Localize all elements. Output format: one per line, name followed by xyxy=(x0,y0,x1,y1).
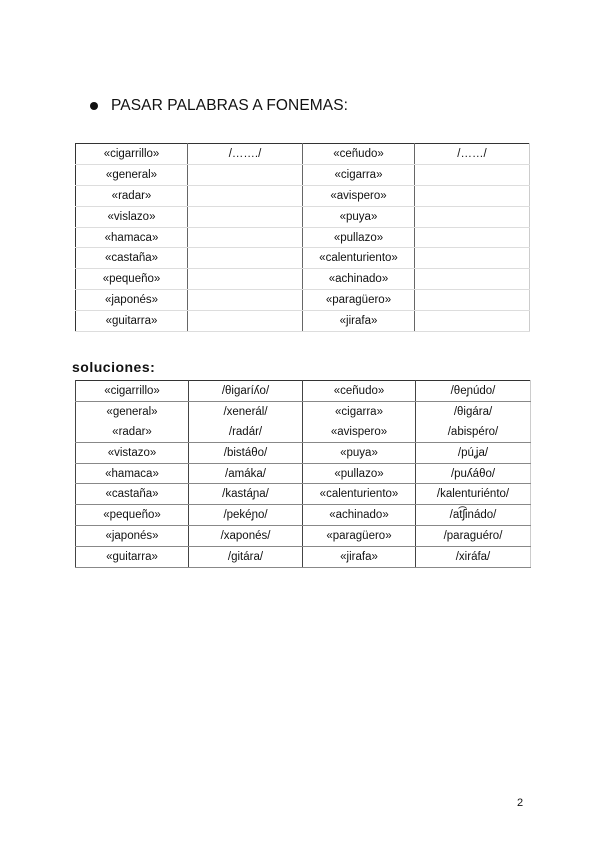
table-row xyxy=(76,547,531,568)
table-row xyxy=(76,463,531,484)
word-cell: «calenturiento» xyxy=(303,248,415,269)
phoneme-cell xyxy=(188,185,303,206)
phoneme-cell: /kalenturiénto/ xyxy=(416,484,531,505)
solutions-table xyxy=(75,380,531,568)
phoneme-cell: /pekéɲo/ xyxy=(189,505,303,526)
word-cell: «castaña» xyxy=(76,248,188,269)
table-row xyxy=(76,206,530,227)
table-row xyxy=(76,311,530,332)
phoneme-cell xyxy=(188,248,303,269)
phoneme-cell: /xenerál/ xyxy=(189,401,303,421)
phoneme-cell xyxy=(188,290,303,311)
phoneme-cell xyxy=(415,185,530,206)
phoneme-cell: /gitára/ xyxy=(189,547,303,568)
phoneme-cell: /púʝa/ xyxy=(416,442,531,463)
word-cell: «cigarrillo» xyxy=(76,381,189,402)
phoneme-cell xyxy=(188,164,303,185)
word-cell: «achinado» xyxy=(303,269,415,290)
phoneme-cell xyxy=(415,269,530,290)
phoneme-cell: /bistáθo/ xyxy=(189,442,303,463)
phoneme-cell: /θigára/ xyxy=(416,401,531,421)
table-row xyxy=(76,484,531,505)
word-cell: «paragüero» xyxy=(303,526,416,547)
word-cell: «pequeño» xyxy=(76,505,189,526)
word-cell: «radar» xyxy=(76,422,189,442)
phoneme-cell xyxy=(415,311,530,332)
phoneme-cell: /puʎáθo/ xyxy=(416,463,531,484)
table-row xyxy=(76,401,531,421)
word-cell: «general» xyxy=(76,164,188,185)
word-cell: «hamaca» xyxy=(76,463,189,484)
table-row xyxy=(76,185,530,206)
phoneme-cell xyxy=(415,164,530,185)
phoneme-cell xyxy=(188,269,303,290)
page-number: 2 xyxy=(517,797,524,809)
table-row xyxy=(76,290,530,311)
phoneme-cell: /……./ xyxy=(188,144,303,165)
word-cell: «vislazo» xyxy=(76,206,188,227)
phoneme-cell: /paraguéro/ xyxy=(416,526,531,547)
word-cell: «pullazo» xyxy=(303,463,416,484)
word-cell: «achinado» xyxy=(303,505,416,526)
word-cell: «vistazo» xyxy=(76,442,189,463)
table-row xyxy=(76,505,531,526)
word-cell: «paragüero» xyxy=(303,290,415,311)
word-cell: «japonés» xyxy=(76,290,188,311)
table-row xyxy=(76,422,531,442)
word-cell: «radar» xyxy=(76,185,188,206)
table-row xyxy=(76,442,531,463)
phoneme-cell: /xaponés/ xyxy=(189,526,303,547)
bullet-icon xyxy=(90,102,98,110)
phoneme-cell xyxy=(188,311,303,332)
phoneme-cell: /abispéro/ xyxy=(416,422,531,442)
phoneme-cell: /radár/ xyxy=(189,422,303,442)
exercise-table xyxy=(75,143,530,332)
phoneme-cell xyxy=(415,248,530,269)
solutions-title: soluciones: xyxy=(72,359,156,375)
phoneme-cell: /at͡ʃinádo/ xyxy=(416,505,531,526)
phoneme-cell: /xiráfa/ xyxy=(416,547,531,568)
word-cell: «japonés» xyxy=(76,526,189,547)
word-cell: «avispero» xyxy=(303,422,416,442)
table-row xyxy=(76,164,530,185)
word-cell: «guitarra» xyxy=(76,311,188,332)
phoneme-cell: /amáka/ xyxy=(189,463,303,484)
heading-text: PASAR PALABRAS A FONEMAS: xyxy=(111,97,349,114)
phoneme-cell: /kastáɲa/ xyxy=(189,484,303,505)
phoneme-cell xyxy=(415,206,530,227)
phoneme-cell xyxy=(415,227,530,248)
phoneme-cell xyxy=(188,206,303,227)
exercise-heading xyxy=(90,97,348,115)
phoneme-cell: /……/ xyxy=(415,144,530,165)
phoneme-cell xyxy=(188,227,303,248)
word-cell: «guitarra» xyxy=(76,547,189,568)
word-cell: «cigarrillo» xyxy=(76,144,188,165)
table-row xyxy=(76,269,530,290)
word-cell: «puya» xyxy=(303,442,416,463)
table-row xyxy=(76,381,531,402)
word-cell: «pequeño» xyxy=(76,269,188,290)
word-cell: «avispero» xyxy=(303,185,415,206)
word-cell: «calenturiento» xyxy=(303,484,416,505)
table-row xyxy=(76,227,530,248)
word-cell: «general» xyxy=(76,401,189,421)
phoneme-cell xyxy=(415,290,530,311)
phoneme-cell: /θeɲúdo/ xyxy=(416,381,531,402)
word-cell: «jirafa» xyxy=(303,547,416,568)
word-cell: «cigarra» xyxy=(303,164,415,185)
word-cell: «hamaca» xyxy=(76,227,188,248)
table-row xyxy=(76,144,530,165)
table-row xyxy=(76,248,530,269)
word-cell: «cigarra» xyxy=(303,401,416,421)
word-cell: «jirafa» xyxy=(303,311,415,332)
word-cell: «puya» xyxy=(303,206,415,227)
table-row xyxy=(76,526,531,547)
phoneme-cell: /θigaríʎo/ xyxy=(189,381,303,402)
word-cell: «pullazo» xyxy=(303,227,415,248)
word-cell: «castaña» xyxy=(76,484,189,505)
word-cell: «ceñudo» xyxy=(303,144,415,165)
word-cell: «ceñudo» xyxy=(303,381,416,402)
